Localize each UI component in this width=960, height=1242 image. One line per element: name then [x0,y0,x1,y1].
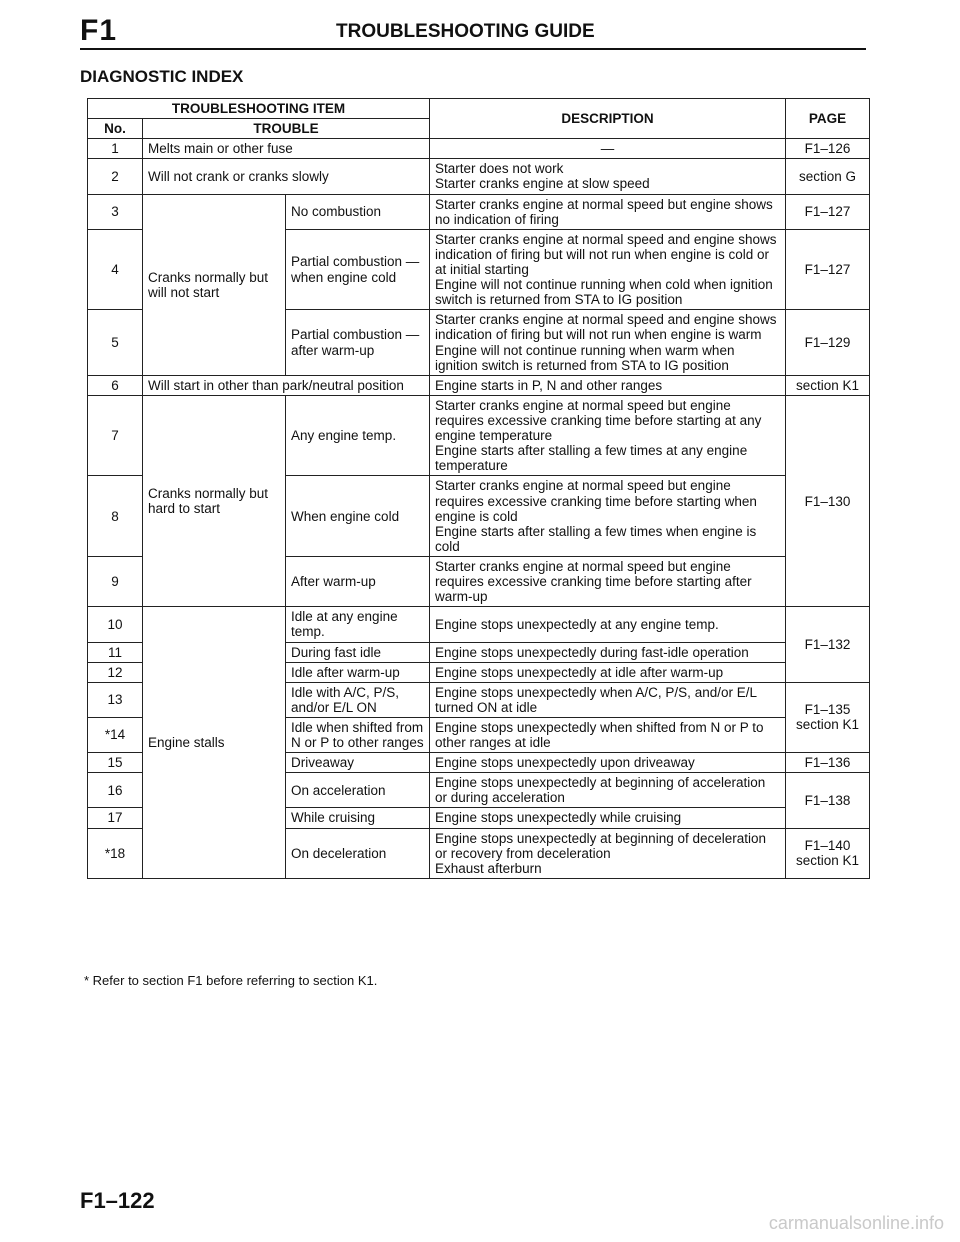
row-page: F1–130 [786,395,870,606]
row-number: 16 [88,773,143,808]
row-number: 15 [88,753,143,773]
row-trouble: Idle with A/C, P/S, and/or E/L ON [286,682,430,717]
row-description: Engine stops unexpectedly at idle after warm-up [430,662,786,682]
header-trouble: TROUBLE [143,119,430,139]
header-description: DESCRIPTION [430,99,786,139]
row-trouble: Partial combustion — when engine cold [286,229,430,310]
row-trouble: While cruising [286,808,430,828]
row-page: F1–127 [786,194,870,229]
group-engine-stalls: Engine stalls [143,607,286,879]
table-row [88,139,870,159]
row-page: F1–135 section K1 [786,682,870,752]
row-description: Engine starts in P, N and other ranges [430,375,786,395]
row-description: Starter cranks engine at normal speed but engine requires excessive cranking time before starting after warm-up [430,556,786,606]
row-trouble: No combustion [286,194,430,229]
row-description: Engine stops unexpectedly upon driveaway [430,753,786,773]
row-number: 17 [88,808,143,828]
row-page: F1–136 [786,753,870,773]
row-number: 8 [88,476,143,557]
header-no: No. [88,119,143,139]
row-page: F1–129 [786,310,870,375]
row-trouble: Idle after warm-up [286,662,430,682]
row-trouble: Idle at any engine temp. [286,607,430,642]
row-number: *18 [88,828,143,878]
row-description: Engine stops unexpectedly at any engine temp. [430,607,786,642]
row-number: 12 [88,662,143,682]
page-title: TROUBLESHOOTING GUIDE [336,21,595,42]
row-number: 2 [88,159,143,194]
table-header-row [88,99,870,119]
row-description: Engine stops unexpectedly when A/C, P/S, and/or E/L turned ON at idle [430,682,786,717]
header-troubleshooting-item: TROUBLESHOOTING ITEM [88,99,430,119]
row-description: Starter cranks engine at normal speed but engine shows no indication of firing [430,194,786,229]
footnote: * Refer to section F1 before referring to section K1. [84,973,378,988]
table-row [88,194,870,229]
row-description: Engine stops unexpectedly at beginning of deceleration or recovery from deceleration Exhaust afterburn [430,828,786,878]
row-description: Engine stops unexpectedly at beginning of acceleration or during acceleration [430,773,786,808]
row-page: F1–132 [786,607,870,682]
header-rule [80,48,866,50]
row-trouble: Idle when shifted from N or P to other ranges [286,717,430,752]
table-row [88,607,870,642]
row-number: 4 [88,229,143,310]
diagnostic-index-table [87,98,870,879]
row-number: 9 [88,556,143,606]
row-description: Engine stops unexpectedly when shifted from N or P to other ranges at idle [430,717,786,752]
row-trouble: When engine cold [286,476,430,557]
group-cranks-hard: Cranks normally but hard to start [143,395,286,606]
row-trouble: Will not crank or cranks slowly [143,159,430,194]
table-row [88,375,870,395]
row-trouble: On deceleration [286,828,430,878]
row-page: section K1 [786,375,870,395]
row-trouble: Any engine temp. [286,395,430,476]
row-page: F1–138 [786,773,870,828]
row-number: 6 [88,375,143,395]
row-number: 5 [88,310,143,375]
row-trouble: On acceleration [286,773,430,808]
row-description: Engine stops unexpectedly while cruising [430,808,786,828]
row-page: section G [786,159,870,194]
row-number: *14 [88,717,143,752]
group-cranks-not-start: Cranks normally but will not start [143,194,286,375]
page-number: F1–122 [80,1188,155,1213]
row-description: — [430,139,786,159]
row-number: 7 [88,395,143,476]
row-page: F1–127 [786,229,870,310]
row-number: 1 [88,139,143,159]
row-trouble: Partial combustion — after warm-up [286,310,430,375]
chapter-code: F1 [80,14,118,47]
row-number: 11 [88,642,143,662]
row-description: Engine stops unexpectedly during fast-idle operation [430,642,786,662]
section-title: DIAGNOSTIC INDEX [80,67,244,86]
row-description: Starter cranks engine at normal speed and engine shows indication of firing but will not run when engine is cold or at initial starting Engine will not continue running when cold when ignition switch is returned from STA to IG position [430,229,786,310]
table-row [88,159,870,194]
row-number: 10 [88,607,143,642]
row-description: Starter cranks engine at normal speed and engine shows indication of firing but will not run when engine is warm Engine will not continue running when warm when ignition switch is returned from STA to IG position [430,310,786,375]
row-trouble: During fast idle [286,642,430,662]
row-description: Starter cranks engine at normal speed but engine requires excessive cranking time before starting when engine is cold Engine starts after stalling a few times when engine is cold [430,476,786,557]
table-row [88,395,870,476]
row-page: F1–140 section K1 [786,828,870,878]
row-trouble: Melts main or other fuse [143,139,430,159]
watermark: carmanualsonline.info [768,1213,944,1233]
row-description: Starter cranks engine at normal speed but engine requires excessive cranking time before starting at any engine temperature Engine starts after stalling a few times at any engine temperature [430,395,786,476]
row-page: F1–126 [786,139,870,159]
header-page: PAGE [786,99,870,139]
row-trouble: After warm-up [286,556,430,606]
row-number: 13 [88,682,143,717]
row-trouble: Will start in other than park/neutral position [143,375,430,395]
row-description: Starter does not work Starter cranks engine at slow speed [430,159,786,194]
row-trouble: Driveaway [286,753,430,773]
row-number: 3 [88,194,143,229]
